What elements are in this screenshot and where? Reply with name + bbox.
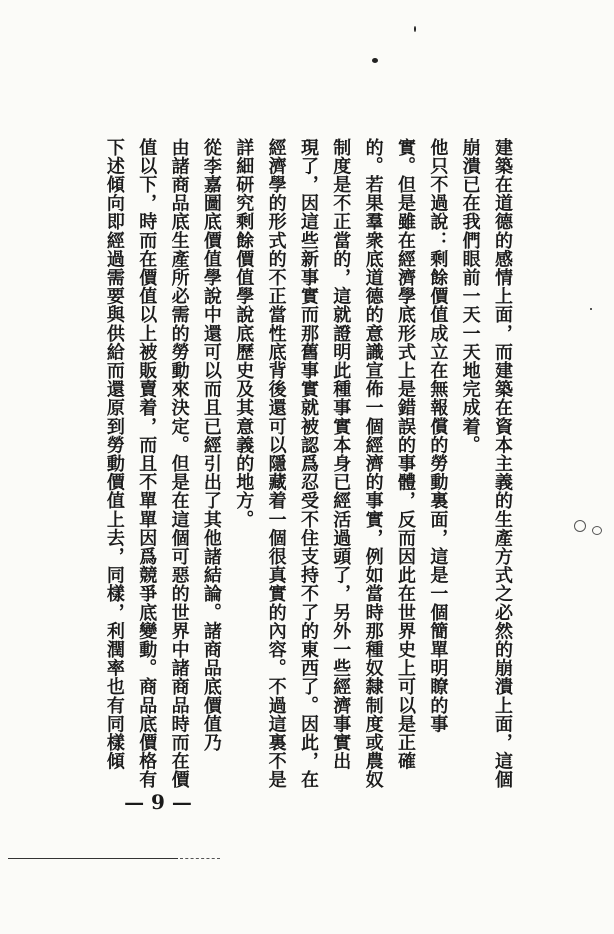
ink-speck [372,58,378,63]
text-column: 制度是不正當的，這就證明此種事實本身已經活過頭了，另外一些經濟事實出 [330,138,352,771]
text-column: 由諸商品底生產所必需的勞動來決定。但是在這個可惡的世界中諸商品時而在價 [168,138,190,789]
text-column: 的。若果羣衆底道德的意識宣佈一個經濟的事實，例如當時那種奴隸制度或農奴 [362,138,384,789]
text-column: 現了，因這些新事實而那舊事實就被認爲忍受不住支持不了的東西了。因此，在 [297,138,319,789]
bottom-rule [8,858,178,859]
ink-speck [592,526,602,535]
text-column: 值以下，時而在價值以上被販賣着，而且不單單因爲競爭底變動。商品底價格有 [136,138,158,789]
text-column: 經濟學的形式的不正當性底背後還可以隱藏着一個很真實的內容。不過這裏不是 [265,138,287,789]
ink-speck [414,26,416,32]
vertical-text-body [92,138,516,798]
text-column: 實。但是雖在經濟學底形式上是錯誤的事體，反而因此在世界史上可以是正確 [394,138,416,771]
ink-speck [574,520,586,532]
text-column: 他只不過說：剩餘價值成立在無報償的勞動裏面，這是一個簡單明瞭的事 [427,138,449,734]
bottom-rule-dashed [180,858,220,859]
text-column: 從李嘉圖底價值學說中還可以而且已經引出了其他諸結論。諸商品底價值乃 [200,138,222,752]
ink-speck [590,308,592,310]
text-column: 下述傾向即經過需要與供給而還原到勞動價值上去，同樣，利潤率也有同樣傾 [103,138,125,771]
text-column: 崩潰已在我們眼前一天一天地完成着。 [459,138,481,455]
page-number: — 9 — [124,790,192,814]
text-column: 建築在道德的感情上面，而建築在資本主義的生產方式之必然的崩潰上面，這個 [492,138,513,789]
text-column: 詳細研究剩餘價值學說底歷史及其意義的地方。 [233,138,255,529]
